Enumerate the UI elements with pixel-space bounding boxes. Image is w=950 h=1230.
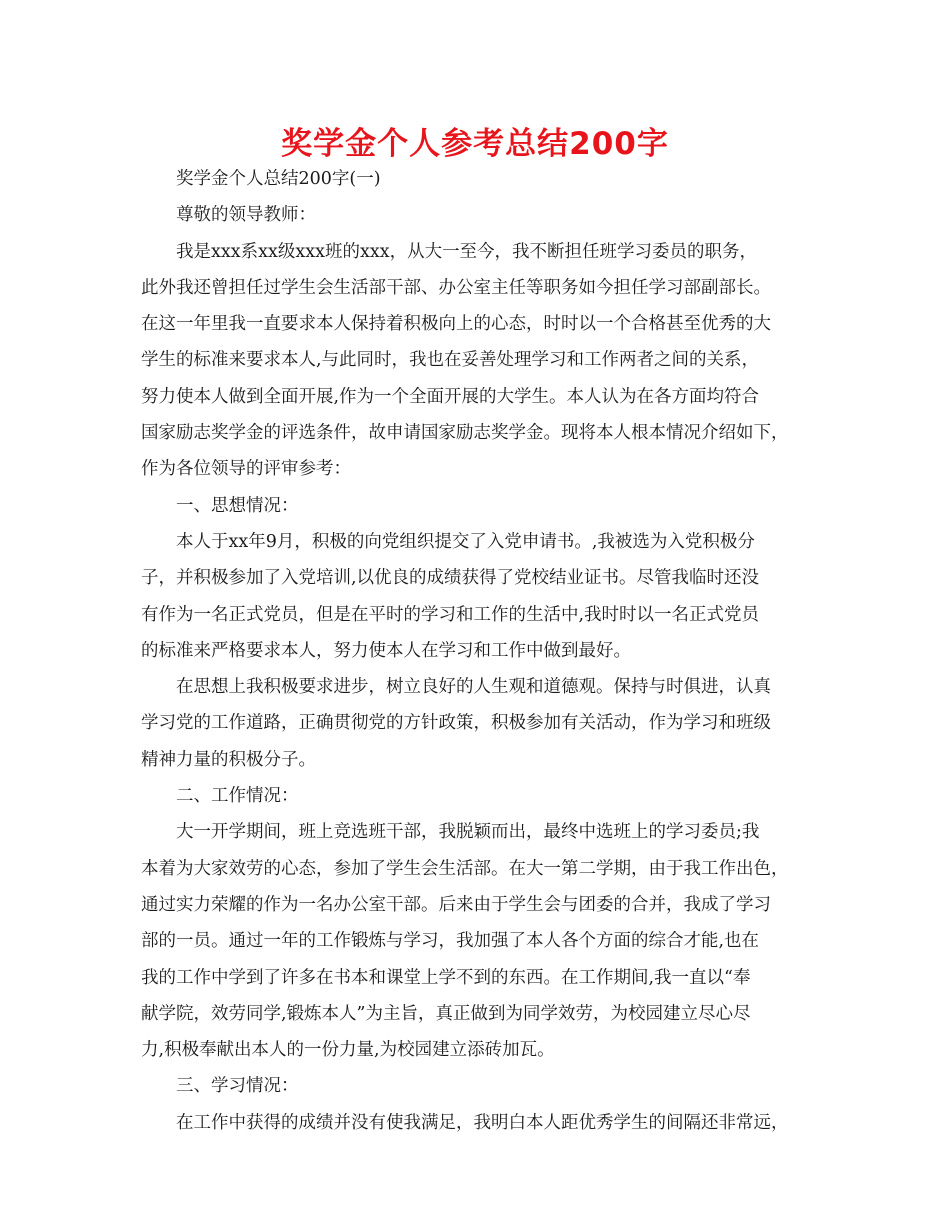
text-line: 大一开学期间，班上竞选班干部，我脱颖而出，最终中选班上的学习委员;我	[176, 822, 760, 843]
text-line: 的标准来严格要求本人，努力使本人在学习和工作中做到最好。	[141, 640, 631, 661]
text-line: 精神力量的积极分子。	[141, 749, 316, 770]
text-line: 献学院，效劳同学,锻炼本人”为主旨，真正做到为同学效劳，为校园建立尽心尽	[141, 1003, 751, 1024]
text-line: 学生的标准来要求本人,与此同时，我也在妥善处理学习和工作两者之间的关系，	[141, 350, 760, 371]
text-line: 一、思想情况：	[176, 495, 299, 516]
text-line: 力,积极奉献出本人的一份力量,为校园建立添砖加瓦。	[141, 1040, 555, 1061]
text-line: 有作为一名正式党员，但是在平时的学习和工作的生活中,我时时以一名正式党员	[141, 604, 760, 625]
text-line: 作为各位领导的评审参考：	[141, 459, 351, 480]
text-line: 在思想上我积极要求进步，树立良好的人生观和道德观。保持与时俱进，认真	[176, 677, 771, 698]
text-line: 此外我还曾担任过学生会生活部干部、办公室主任等职务如今担任学习部副部长。	[141, 277, 771, 298]
text-line: 尊敬的领导教师：	[176, 205, 316, 226]
text-line: 通过实力荣耀的作为一名办公室干部。后来由于学生会与团委的合并，我成了学习	[141, 894, 771, 915]
text-line: 努力使本人做到全面开展,作为一个全面开展的大学生。本人认为在各方面均符合	[141, 386, 760, 407]
text-line: 学习党的工作道路，正确贯彻党的方针政策，积极参加有关活动，作为学习和班级	[141, 713, 771, 734]
text-line: 本着为大家效劳的心态，参加了学生会生活部。在大一第二学期，由于我工作出色，	[141, 858, 789, 879]
text-line: 本人于xx年9月，积极的向党组织提交了入党申请书。,我被选为入党积极分	[176, 531, 755, 552]
text-line: 在工作中获得的成绩并没有使我满足，我明白本人距优秀学生的间隔还非常远，	[176, 1112, 789, 1133]
text-line: 我是xxx系xx级xxx班的xxx，从大一至今，我不断担任班学习委员的职务，	[176, 241, 758, 262]
text-line: 国家励志奖学金的评选条件，故申请国家励志奖学金。现将本人根本情况介绍如下，	[141, 423, 789, 444]
text-line: 奖学金个人总结200字(一)	[176, 169, 381, 189]
document-title: 奖学金个人参考总结200字	[281, 126, 669, 162]
text-line: 二、工作情况：	[176, 786, 299, 807]
document-body	[141, 161, 831, 1141]
text-line: 在这一年里我一直要求本人保持着积极向上的心态，时时以一个合格甚至优秀的大	[141, 314, 771, 335]
text-line: 我的工作中学到了许多在书本和课堂上学不到的东西。在工作期间,我一直以“奉	[141, 967, 751, 988]
text-line: 三、学习情况：	[176, 1076, 299, 1097]
text-line: 部的一员。通过一年的工作锻炼与学习，我加强了本人各个方面的综合才能,也在	[141, 931, 760, 952]
text-line: 子，并积极参加了入党培训,以优良的成绩获得了党校结业证书。尽管我临时还没	[141, 568, 760, 589]
